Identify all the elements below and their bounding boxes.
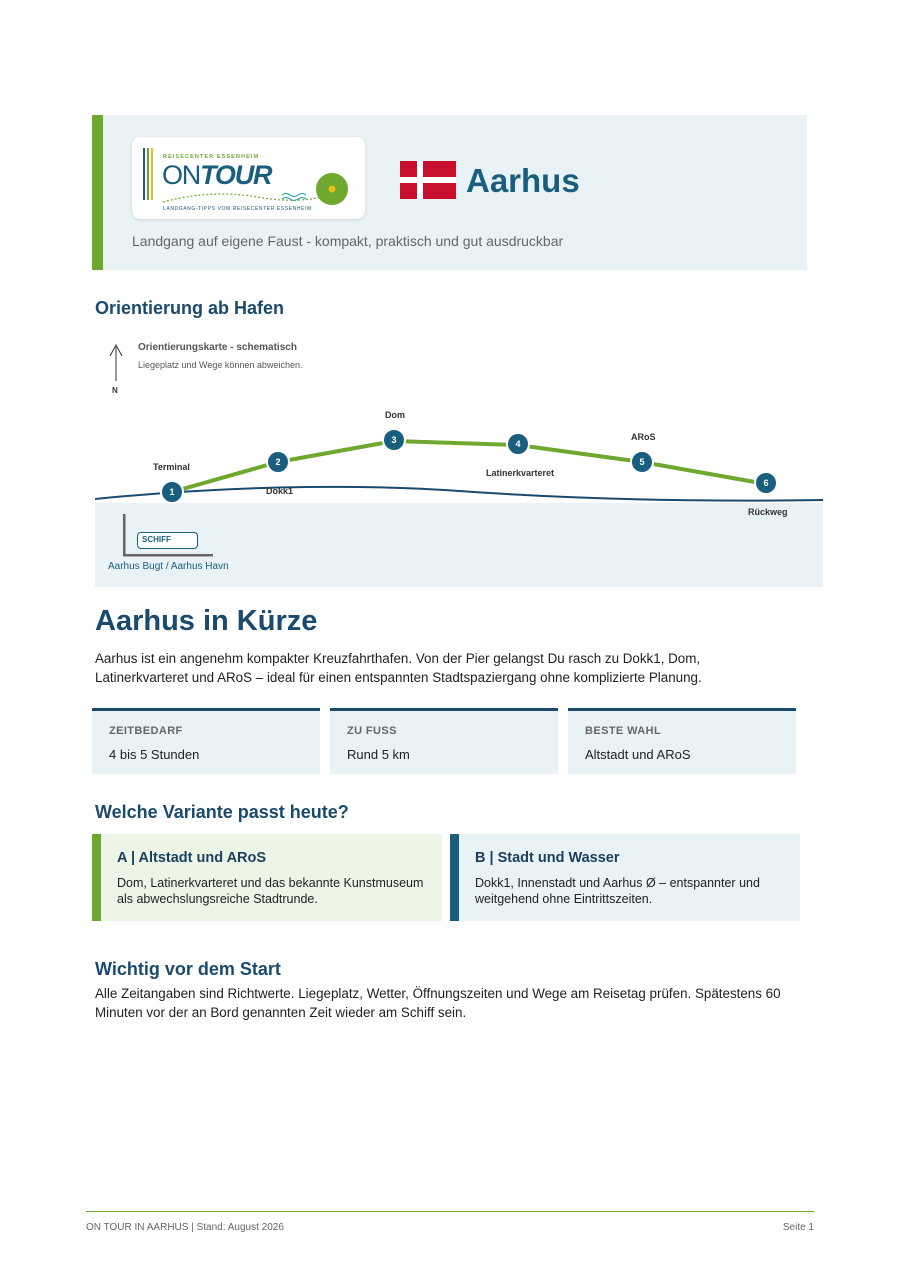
notice-text: Alle Zeitangaben sind Richtwerte. Liegeplatz, Wetter, Öffnungszeiten und Wege am Reisetag prüfen. Spätestens 60 Minuten vor der an Bord genannten Zeit wieder am Schiff sein. bbox=[95, 986, 781, 1020]
map-graphic bbox=[95, 337, 823, 587]
tagline: Landgang auf eigene Faust - kompakt, praktisch und gut ausdruckbar bbox=[132, 233, 564, 249]
city-title: Aarhus bbox=[466, 162, 580, 199]
map-marker-6: 6 bbox=[754, 471, 778, 495]
map-marker-2: 2 bbox=[266, 450, 290, 474]
north-label: N bbox=[112, 386, 118, 395]
variant-card-a bbox=[92, 834, 442, 921]
map-label-rueckweg: Rückweg bbox=[748, 507, 788, 517]
pin-icon bbox=[132, 137, 365, 219]
variant-accent-bar bbox=[450, 834, 459, 921]
fact-card-beste-wahl bbox=[568, 708, 796, 774]
ship-label: SCHIFF bbox=[137, 532, 198, 549]
variant-title: B | Stadt und Wasser bbox=[475, 850, 620, 866]
fact-label: ZEITBEDARF bbox=[109, 725, 183, 737]
map-label-latinerkvarteret: Latinerkvarteret bbox=[486, 468, 555, 478]
logo-bottom-line: LANDGANG-TIPPS VOM REISECENTER ESSENHEIM bbox=[163, 206, 312, 212]
footer-left: ON TOUR IN AARHUS | Stand: August 2026 bbox=[86, 1222, 284, 1233]
variant-title: A | Altstadt und ARoS bbox=[117, 850, 267, 866]
logo bbox=[132, 137, 365, 219]
fact-value: Rund 5 km bbox=[347, 747, 410, 762]
header-banner bbox=[92, 115, 807, 270]
fact-cards bbox=[92, 708, 797, 774]
map-marker-3: 3 bbox=[382, 428, 406, 452]
fact-value: Altstadt und ARoS bbox=[585, 747, 691, 762]
logo-top-line: REISECENTER ESSENHEIM bbox=[163, 154, 260, 160]
orientation-heading: Orientierung ab Hafen bbox=[95, 298, 285, 318]
map-label-dom: Dom bbox=[385, 410, 405, 420]
north-arrow-icon bbox=[110, 345, 122, 381]
variants-heading: Welche Variante passt heute? bbox=[95, 802, 349, 822]
map-label-dokk1: Dokk1 bbox=[266, 486, 294, 496]
logo-main-prefix: ON bbox=[162, 160, 201, 190]
fact-card-zu-fuss bbox=[330, 708, 558, 774]
logo-main-bold: TOUR bbox=[200, 160, 272, 190]
footer-divider bbox=[86, 1211, 814, 1212]
map-subtitle: Liegeplatz und Wege können abweichen. bbox=[138, 360, 303, 370]
summary-intro: Aarhus ist ein angenehm kompakter Kreuzfahrthafen. Von der Pier gelangst Du rasch zu Dokk1, Dom, Latinerkvarteret und ARoS – ideal für einen entspannten Stadtspaziergang ohne komplizierte Planung. bbox=[95, 651, 702, 685]
header-accent-bar bbox=[92, 115, 103, 270]
fact-label: ZU FUSS bbox=[347, 725, 397, 737]
summary-heading: Aarhus in Kürze bbox=[95, 605, 318, 637]
map-marker-4: 4 bbox=[506, 432, 530, 456]
map-title: Orientierungskarte - schematisch bbox=[138, 342, 297, 353]
variant-accent-bar bbox=[92, 834, 101, 921]
fact-value: 4 bis 5 Stunden bbox=[109, 747, 200, 762]
orientation-map bbox=[95, 337, 823, 587]
variant-text: Dom, Latinerkvarteret und das bekannte Kunstmuseum als abwechslungsreiche Stadtrunde. bbox=[117, 876, 424, 906]
map-marker-1: 1 bbox=[160, 480, 184, 504]
fact-card-zeitbedarf bbox=[92, 708, 320, 774]
flag-denmark-icon bbox=[400, 161, 456, 199]
fact-label: BESTE WAHL bbox=[585, 725, 662, 737]
variant-text: Dokk1, Innenstadt und Aarhus Ø – entspannter und weitgehend ohne Eintrittszeiten. bbox=[475, 876, 760, 906]
map-label-aros: ARoS bbox=[631, 432, 656, 442]
map-marker-5: 5 bbox=[630, 450, 654, 474]
map-label-terminal: Terminal bbox=[153, 462, 190, 472]
variant-card-b bbox=[450, 834, 800, 921]
page-number: Seite 1 bbox=[782, 1222, 814, 1233]
water-label: Aarhus Bugt / Aarhus Havn bbox=[108, 561, 229, 572]
notice-heading: Wichtig vor dem Start bbox=[95, 959, 281, 979]
